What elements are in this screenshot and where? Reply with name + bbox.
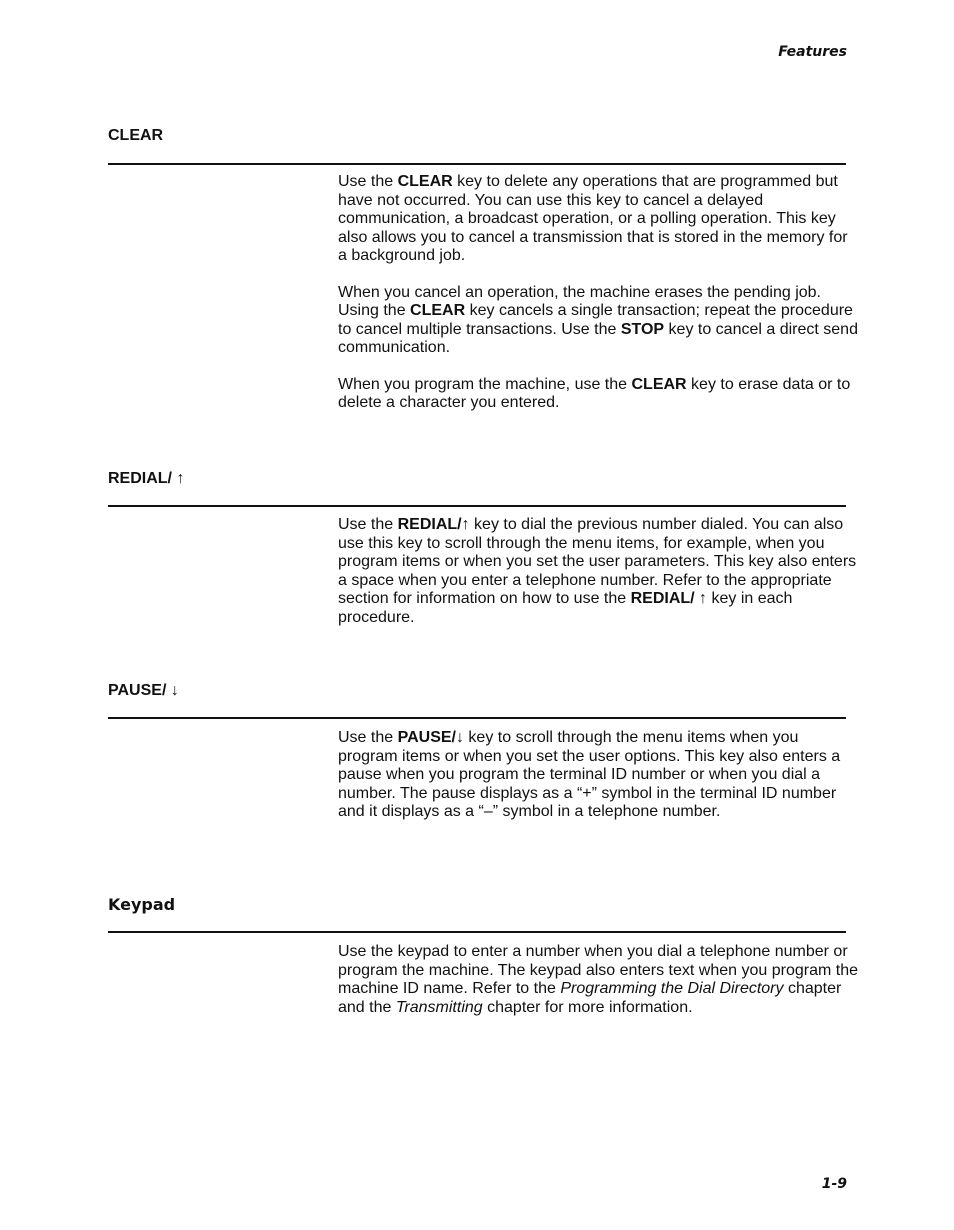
text-run: Use the keypad to enter a number when you dial a telephone number or program the machine. The keypad also enters text when you program the machine ID name. Refer to the — [338, 943, 858, 997]
text-run: key to erase data or to delete a character you entered. — [338, 375, 851, 411]
text-run: Use the — [338, 173, 398, 190]
key-name: CLEAR — [410, 302, 466, 319]
text-run: chapter for more information. — [482, 998, 693, 1016]
paragraph — [338, 516, 858, 627]
text-run: key to scroll through the menu items when you program items or when you set the user options. This key also enters a pause when you program the terminal ID number or when you dial a number. The pause displays as a “+” symbol in the terminal ID number and it displays as a “–” symbol in a telephone number. — [338, 729, 841, 820]
text-run: Use the — [338, 729, 398, 746]
section-rule — [108, 163, 846, 165]
text-run: When you cancel an operation, the machine erases the pending job. Using the — [338, 283, 821, 319]
text-run: key to delete any operations that are programmed but have not occurred. You can use this key to cancel a delayed communication, a broadcast operation, or a polling operation. This key also allows you to cancel a transmission that is stored in the memory for a background job. — [338, 173, 848, 264]
paragraph — [338, 173, 858, 266]
chapter-reference: Programming the Dial Directory — [560, 980, 784, 997]
text-run: ↑ key in each procedure. — [338, 590, 793, 626]
paragraph — [338, 376, 858, 413]
section-body-keypad — [338, 943, 858, 1035]
key-name: CLEAR — [397, 173, 453, 190]
section-title-pause: PAUSE/ ↓ — [108, 682, 179, 699]
section-title-keypad: Keypad — [108, 895, 176, 914]
chapter-reference: Transmitting — [395, 998, 483, 1016]
section-title-redial: REDIAL/ ↑ — [108, 470, 185, 487]
section-rule — [108, 505, 846, 507]
page-number: 1-9 — [821, 1176, 847, 1192]
section-body-clear — [338, 173, 858, 431]
text-run: Use the — [338, 516, 398, 533]
paragraph — [338, 284, 858, 358]
section-rule — [108, 717, 846, 719]
section-body-redial — [338, 516, 858, 645]
section-rule — [108, 931, 846, 933]
text-run: key to dial the previous number dialed. You can also use this key to scroll through the menu items, for example, when you program items or when you set the user parameters. This key also enters a space when you enter a telephone number. Refer to the appropriate section for information on how to use the — [338, 516, 857, 607]
key-name: REDIAL/ — [630, 590, 695, 607]
section-body-pause — [338, 729, 858, 840]
text-run: chapter and the — [338, 980, 842, 1016]
section-title-clear: CLEAR — [108, 127, 164, 144]
paragraph — [338, 943, 858, 1017]
running-header: Features — [778, 44, 847, 60]
text-run: key cancels a single transaction; repeat the procedure to cancel multiple transactions. Use the — [338, 302, 853, 338]
key-name: CLEAR — [631, 375, 687, 393]
paragraph — [338, 729, 858, 822]
key-name: STOP — [620, 320, 665, 338]
key-name: REDIAL/↑ — [397, 516, 470, 533]
text-run: When you program the machine, use the — [338, 375, 632, 393]
key-name: PAUSE/↓ — [397, 729, 464, 746]
text-run: key to cancel a direct send communication. — [338, 320, 858, 356]
